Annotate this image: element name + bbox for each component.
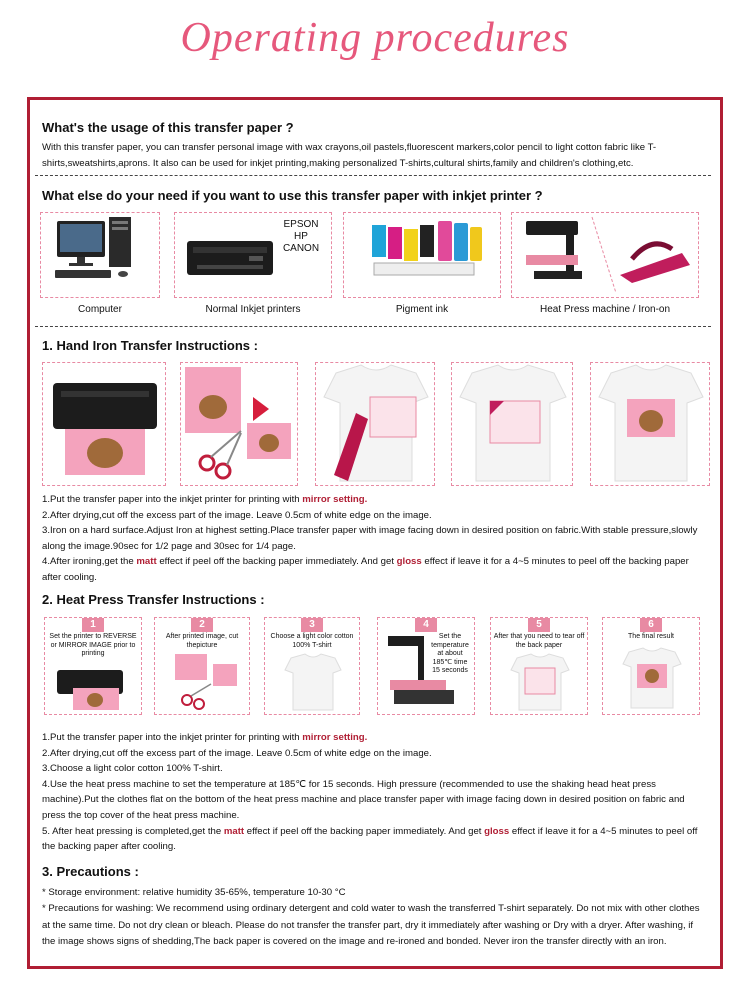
heat-press-heading: 2. Heat Press Transfer Instructions :	[42, 592, 265, 607]
precaution-washing: * Precautions for washing: We recommend using ordinary detergent and cold water to wash the transferred T-shirt separately. Do not mix with other clothes at the same time. Do not dry clean or bleach. Please do not transfer the transfer part, dry it immediately after washing or Dry with a dryer. After washing, if the image shows signs of shedding,The back paper is covered on the image and re-ironed and bonded. Never iron the transfer directly with an iron.	[42, 903, 700, 948]
hand-iron-image-ironing	[315, 362, 435, 486]
heat-press-card-3	[264, 617, 360, 715]
heat-press-step-4: 4.Use the heat press machine to set the temperature at 185℃ for 15 seconds. High pressure (recommended to use the shaking head heat press machine).Put the clothes flat on the bottom of the heat press machine and place transfer paper with image facing down in desired position on fabric and press the top cover of the heat press machine.	[42, 778, 685, 821]
step-text: Set the temperature at about 185℃ time 15 seconds	[431, 633, 469, 674]
step-number: 5	[528, 618, 550, 632]
precautions-list	[42, 885, 708, 951]
needs-section	[42, 188, 708, 203]
heat-press-card-2	[154, 617, 250, 715]
need-label-ink: Pigment ink	[395, 304, 449, 315]
press-step-icon	[378, 618, 476, 716]
needs-heading: What else do your need if you want to use this transfer paper with inkjet printer ?	[42, 188, 543, 203]
hand-iron-step-2: 2.After drying,cut off the excess part of the image. Leave 0.5cm of white edge on the image.	[42, 509, 432, 521]
hand-iron-image-cut	[180, 362, 298, 486]
printer-step-icon	[45, 618, 143, 716]
hand-iron-step-1: 1.Put the transfer paper into the inkjet printer for printing with mirror setting.	[42, 494, 368, 505]
need-label-heat-press: Heat Press machine / Iron-on	[539, 304, 671, 315]
step-number: 4	[415, 618, 437, 632]
step-number: 1	[82, 618, 104, 632]
step-text: Set the printer to REVERSE or MIRROR IMAGE prior to printing	[49, 633, 137, 657]
final-tshirt-icon	[591, 363, 711, 487]
usage-text: With this transfer paper, you can transfer personal image with wax crayons,oil pastels,fluorescent markers,color pencil to light cotton fabric like T-shirts,sweatshirts,aprons. It also can be used for inkjet printing,making personalized T-shirts,cultural shirts,family and children's clothing,etc.	[42, 142, 657, 169]
page-title: Operating procedures	[180, 15, 570, 61]
usage-section	[42, 120, 708, 171]
hand-iron-steps	[42, 492, 708, 586]
hand-iron-image-peel	[451, 362, 573, 486]
peel-tshirt-icon	[452, 363, 574, 487]
result-step-icon	[603, 618, 701, 716]
brand-canon: CANON	[282, 243, 320, 254]
brand-epson: EPSON	[283, 219, 319, 230]
instruction-frame	[27, 97, 723, 969]
need-card-computer	[40, 212, 160, 298]
heat-press-step-5: 5. After heat pressing is completed,get the matt effect if peel off the backing paper immediately. And get gloss effect if leave it for a 4~5 minutes to peel off the backing paper after cooling.	[42, 825, 698, 853]
precaution-storage: * Storage environment: relative humidity 35-65%, temperature 10-30 °C	[42, 887, 346, 898]
step-number: 2	[191, 618, 213, 632]
precautions-heading: 3. Precautions :	[42, 864, 139, 879]
need-card-printer	[174, 212, 332, 298]
heat-press-step-1: 1.Put the transfer paper into the inkjet printer for printing with mirror setting.	[42, 732, 368, 743]
scissors-photo-icon	[181, 363, 299, 487]
tshirt-step-icon	[265, 618, 361, 716]
heat-press-card-4	[377, 617, 475, 715]
divider	[35, 175, 711, 176]
cut-step-icon	[155, 618, 251, 716]
step-text: The final result	[628, 633, 674, 640]
hand-iron-image-result	[590, 362, 710, 486]
iron-tshirt-icon	[316, 363, 436, 487]
hand-iron-image-print	[42, 362, 166, 486]
step-number: 3	[301, 618, 323, 632]
computer-icon	[41, 213, 161, 299]
heat-press-card-1	[44, 617, 142, 715]
heat-press-card-6	[602, 617, 700, 715]
heat-press-steps	[42, 730, 708, 855]
heat-press-card-5	[490, 617, 588, 715]
hand-iron-section	[42, 338, 708, 353]
divider	[35, 326, 711, 327]
step-text: After that you need to tear off the back paper	[493, 633, 585, 649]
printer-photo-icon	[43, 363, 167, 487]
need-label-computer: Computer	[78, 304, 122, 315]
heat-press-icon	[512, 213, 700, 299]
brand-hp: HP	[294, 231, 308, 242]
precautions-section	[42, 864, 708, 951]
usage-heading: What's the usage of this transfer paper ?	[42, 120, 294, 135]
step-text: Choose a light color cotton 100% T-shirt	[270, 633, 354, 649]
step-text: After printed image, cut thepicture	[165, 633, 239, 649]
need-card-ink	[343, 212, 501, 298]
heat-press-step-3: 3.Choose a light color cotton 100% T-shirt.	[42, 763, 223, 775]
printer-brands	[273, 219, 329, 255]
heat-press-section	[42, 592, 708, 607]
hand-iron-heading: 1. Hand Iron Transfer Instructions :	[42, 338, 258, 353]
peel-step-icon	[491, 618, 589, 716]
hand-iron-step-4: 4.After ironing,get the matt effect if peel off the backing paper immediately. And get gloss effect if leave it for a 4~5 minutes to peel off the backing paper after cooling.	[42, 556, 689, 583]
need-label-printer: Normal Inkjet printers	[205, 304, 301, 315]
heat-press-step-2: 2.After drying,cut off the excess part of the image. Leave 0.5cm of white edge on the image.	[42, 747, 432, 759]
hand-iron-step-3: 3.Iron on a hard surface.Adjust Iron at highest setting.Place transfer paper with image facing down in desired position on fabric.With stable pressure,slowly along the image.90sec for 1/2 page and 30sec for 1/4 page.	[42, 525, 698, 552]
ink-bottles-icon	[344, 213, 502, 299]
step-number: 6	[640, 618, 662, 632]
need-card-heat-press	[511, 212, 699, 298]
